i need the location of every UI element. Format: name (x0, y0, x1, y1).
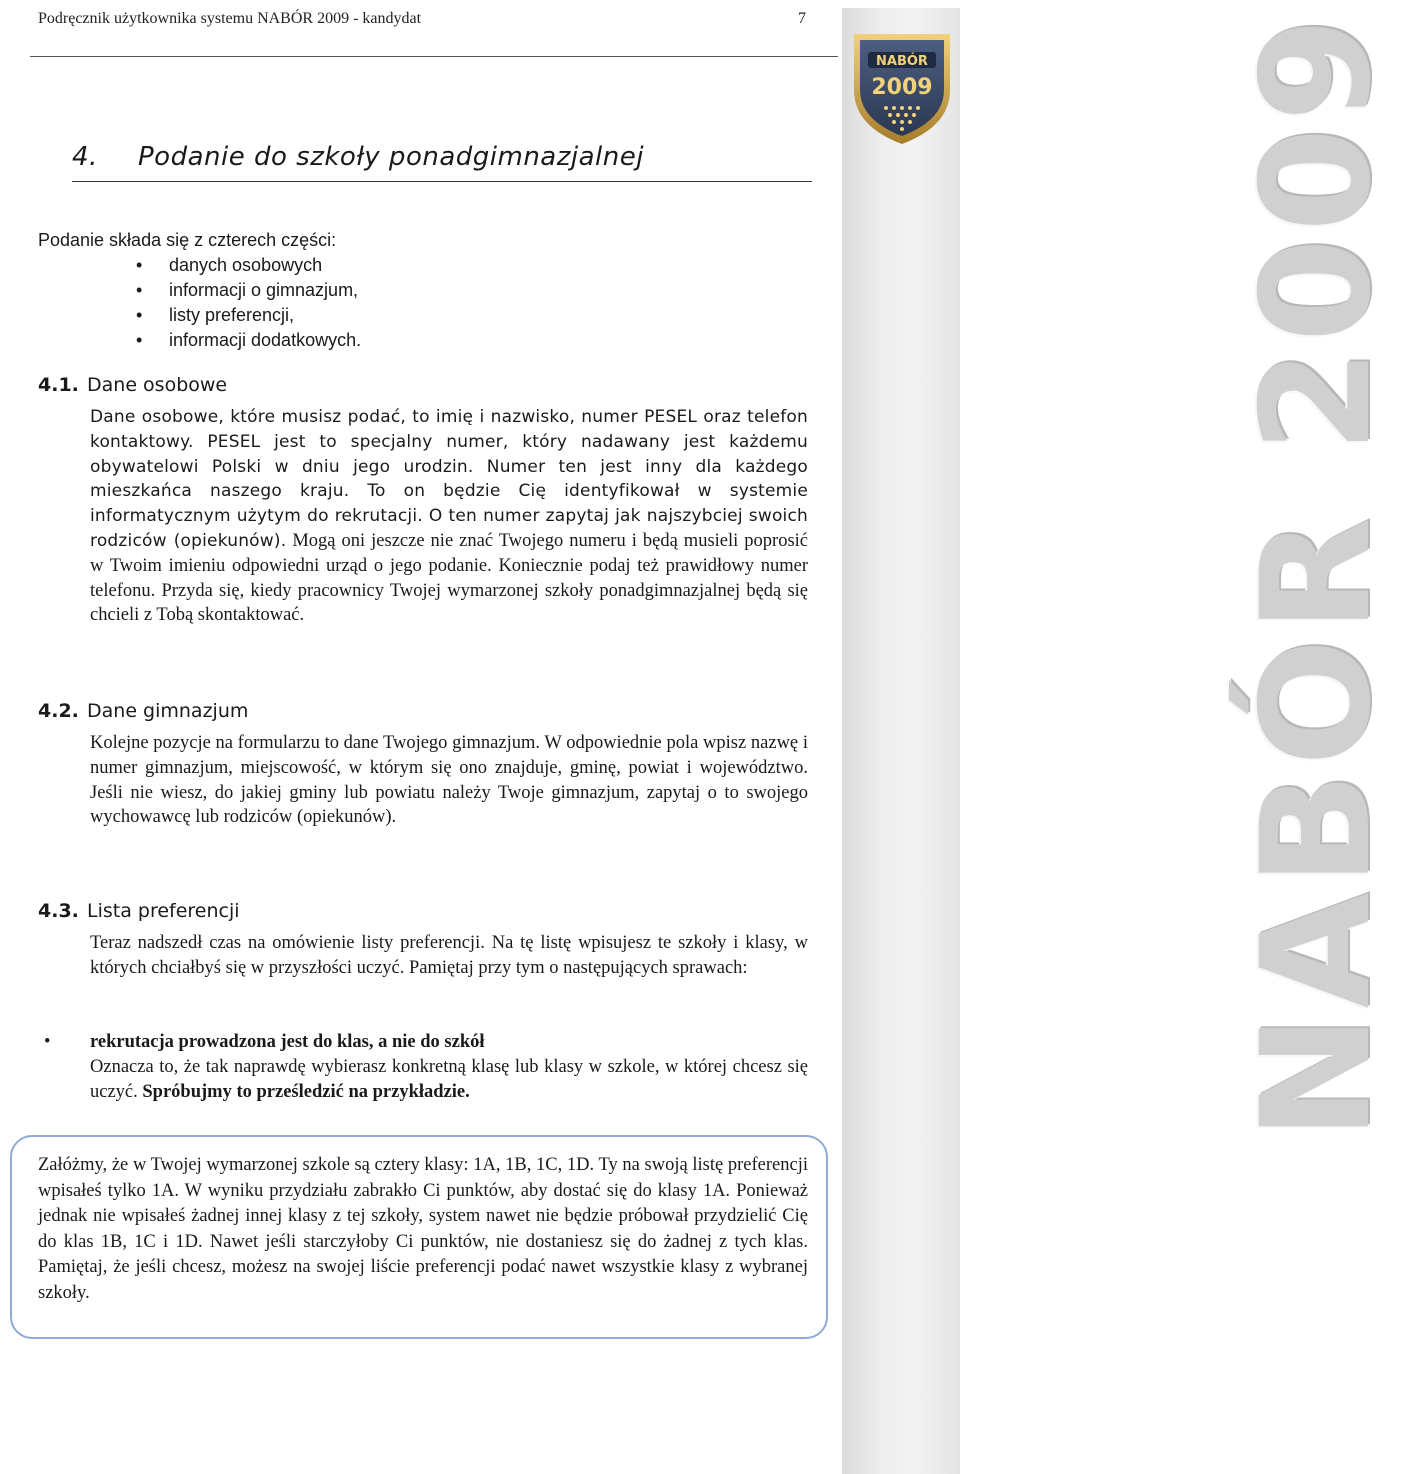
list-item: • informacji o gimnazjum, (38, 278, 361, 303)
bullet-heading: rekrutacja prowadzona jest do klas, a nie do szkół (90, 1032, 485, 1052)
side-brand-text: NABÓR 2009 (1230, 11, 1404, 1140)
section-4-3-body: Teraz nadszedł czas na omówienie listy preferencji. Na tę listę wpisujesz te szkoły i klasy, w których chciałbyś się w przyszłości uczyć. Pamiętaj przy tym o następujących sprawach: (90, 933, 808, 978)
intro-list (38, 253, 361, 353)
list-item: • listy preferencji, (38, 303, 361, 328)
chapter-number: 4. (72, 142, 98, 172)
list-item: • danych osobowych (38, 253, 361, 278)
section-4-1-sans-text: Dane osobowe, które musisz podać, to imię i nazwisko, numer PESEL oraz telefon kontaktowy. PESEL jest to specjalny numer, który nadawany jest każdemu obywatelowi Polski w dniu jego urodzin. Numer ten jest inny dla każdego mieszkańca naszego kraju. To on będzie Cię identyfikował w systemie informatycznym użytym do rekrutacji. O ten numer zapytaj jak najszybciej swoich rodziców (opiekunów). (90, 407, 808, 551)
section-title: Lista preferencji (87, 900, 240, 922)
header-divider (30, 56, 838, 57)
chapter-underline (72, 181, 812, 182)
badge-line2: 2009 (871, 75, 933, 100)
chapter-title: Podanie do szkoły ponadgimnazjalnej (138, 142, 644, 172)
bullet-text: Oznacza to, że tak naprawdę wybierasz konkretną klasę lub klasy w szkole, w której chcesz się uczyć. (90, 1057, 808, 1102)
example-note-text: Załóżmy, że w Twojej wymarzonej szkole są cztery klasy: 1A, 1B, 1C, 1D. Ty na swoją listę preferencji wpisałeś tylko 1A. W wyniku przydziału zabrakło Ci punktów, aby dostać się do klasy 1A. Ponieważ jednak nie wpisałeś żadnej innej klasy z tej szkoły, system nawet nie będzie próbował przydzielić Cię do klas 1B, 1C i 1D. Nawet jeśli starczyłoby Ci punktów, nie dostaniesz się do żadnej z tych klas. Pamiętaj, że jeśli chcesz, możesz na swojej liście preferencji podać nawet wszystkie klasy z wybranej szkoły. (38, 1155, 808, 1303)
bullet-dot: • (44, 1032, 51, 1052)
section-4-2-body: Kolejne pozycje na formularzu to dane Twojego gimnazjum. W odpowiednie pola wpisz nazwę i numer gimnazjum, miejscowość, w którym się ono znajduje, gminę, powiat i województwo. Jeśli nie wiesz, do jakiej gminy lub powiatu należy Twoje gimnazjum, zapytaj o to swojego wychowawcę lub rodziców (opiekunów). (90, 733, 808, 828)
bullet-emphasis: Spróbujmy to prześledzić na przykładzie. (142, 1082, 470, 1102)
badge-line1: NABÓR (876, 54, 928, 69)
bullet-body (90, 1030, 808, 1105)
section-heading-4-1 (38, 374, 227, 396)
side-decoration-band (842, 8, 960, 1474)
preference-bullet (38, 1030, 808, 1105)
section-heading-4-2 (38, 700, 248, 722)
section-title: Dane gimnazjum (87, 700, 249, 722)
section-number: 4.1. (38, 374, 79, 396)
section-4-1-body (90, 405, 808, 628)
section-number: 4.2. (38, 700, 79, 722)
page-number: 7 (798, 10, 806, 27)
section-number: 4.3. (38, 900, 79, 922)
nabor-2009-logo-badge (846, 28, 958, 148)
section-heading-4-3 (38, 900, 240, 922)
section-title: Dane osobowe (87, 374, 228, 396)
running-header-title: Podręcznik użytkownika systemu NABÓR 2009 - kandydat (38, 10, 422, 27)
intro-lead: Podanie składa się z czterech części: (38, 230, 337, 250)
section-4-1-serif-text: Mogą oni jeszcze nie znać Twojego numeru i będą musieli poprosić w Twoim imieniu odpowiedni urząd o jego podanie. Koniecznie podaj też prawidłowy numer telefonu. Przyda się, kiedy pracownicy Twojej wymarzonej szkoły ponadgimnazjalnej będą się chcieli z Tobą skontaktować. (90, 530, 808, 626)
chapter-heading (72, 142, 812, 172)
list-item: • informacji dodatkowych. (38, 328, 361, 353)
intro-block (38, 228, 361, 353)
